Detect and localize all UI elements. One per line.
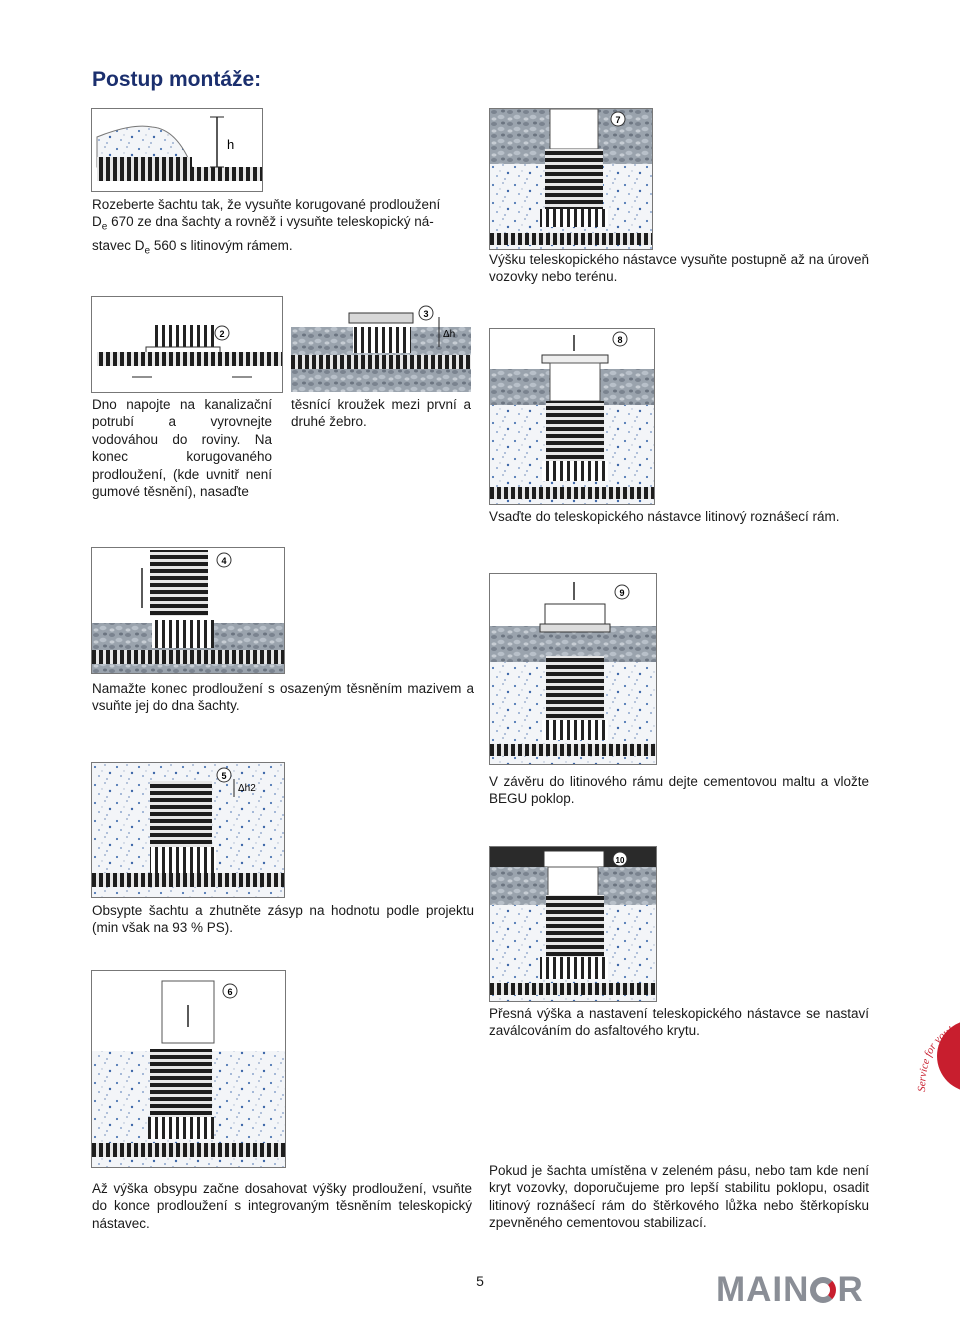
figure-step-5 bbox=[91, 762, 285, 898]
step-5-text: Obsypte šachtu a zhutněte zásyp na hodnotu podle projektu (min však na 93 % PS). bbox=[92, 903, 474, 936]
step-number: 9 bbox=[619, 588, 625, 598]
figure-step-1 bbox=[91, 108, 263, 192]
step-1-text: Rozeberte šachtu tak, že vysuňte korugované prodloužení $D_e$ 670 ze dna šachty a rovněž i vysuňte teleskopický ná- stavec $D_e$ 560 s litinovým rámem. bbox=[92, 197, 441, 257]
figure-step-10 bbox=[489, 846, 657, 1002]
figure-step-4 bbox=[91, 547, 285, 674]
step-3-text: těsnící kroužek mezi první a druhé žebro. bbox=[291, 397, 471, 430]
step-7-text: Výšku teleskopického nástavce vysuňte postupně až na úroveň vozovky nebo terénu. bbox=[489, 252, 869, 285]
step-2-text: Dno napojte na kanalizační potrubí a vyrovnejte vodováhou do roviny. Na konec korugovaného prodloužení, (kde uvnitř není gumové těsnění), nasaďte bbox=[92, 397, 272, 500]
step-number: 3 bbox=[423, 309, 429, 319]
maincor-logo: MAIN R bbox=[716, 1270, 864, 1309]
delta-h2-label: Δh2 bbox=[238, 783, 256, 794]
step-number: 5 bbox=[221, 771, 227, 781]
step-number: 8 bbox=[617, 335, 623, 345]
badge-text: Service for you! bbox=[915, 1024, 955, 1092]
figure-step-8 bbox=[489, 328, 655, 505]
figure-step-9 bbox=[489, 573, 657, 765]
step-6-text: Až výška obsypu začne dosahovat výšky prodloužení, vsuňte do konce prodloužení s integrovaným těsněním teleskopický nástavec. bbox=[92, 1181, 472, 1231]
height-label: h bbox=[227, 137, 235, 152]
step-4-text: Namažte konec prodloužení s osazeným těsněním mazivem a vsuňte jej do dna šachty. bbox=[92, 681, 474, 714]
step-number: 4 bbox=[221, 556, 227, 566]
step-10-text: Přesná výška a nastavení teleskopického nástavce se nastaví zaválcováním do asfaltového krytu. bbox=[489, 1006, 869, 1039]
step-number: 7 bbox=[615, 115, 621, 125]
step-number: 2 bbox=[219, 329, 225, 339]
page-number: 5 bbox=[476, 1273, 484, 1289]
step-8-text: Vsaďte do teleskopického nástavce litinový roznášecí rám. bbox=[489, 509, 840, 524]
figure-step-7 bbox=[489, 108, 653, 250]
page-title: Postup montáže: bbox=[92, 68, 262, 91]
service-for-you-badge bbox=[905, 1020, 960, 1120]
figure-step-2 bbox=[91, 296, 283, 393]
logo-ring-icon bbox=[810, 1277, 836, 1303]
step-number: 10 bbox=[615, 856, 625, 865]
step-11-text: Pokud je šachta umístěna v zeleném pásu, nebo tam kde není kryt vozovky, doporučujeme pro lepší stabilitu poklopu, osadit litinový roznášecí rám do štěrkového lůžka nebo štěrkopísku zpevněného cementovou stabilizací. bbox=[489, 1163, 869, 1231]
delta-h-label: Δh bbox=[443, 329, 456, 340]
figure-step-3 bbox=[290, 296, 472, 393]
figure-step-6 bbox=[91, 970, 286, 1168]
step-9-text: V závěru do litinového rámu dejte cementovou maltu a vložte BEGU poklop. bbox=[489, 774, 869, 807]
step-number: 6 bbox=[227, 987, 233, 997]
